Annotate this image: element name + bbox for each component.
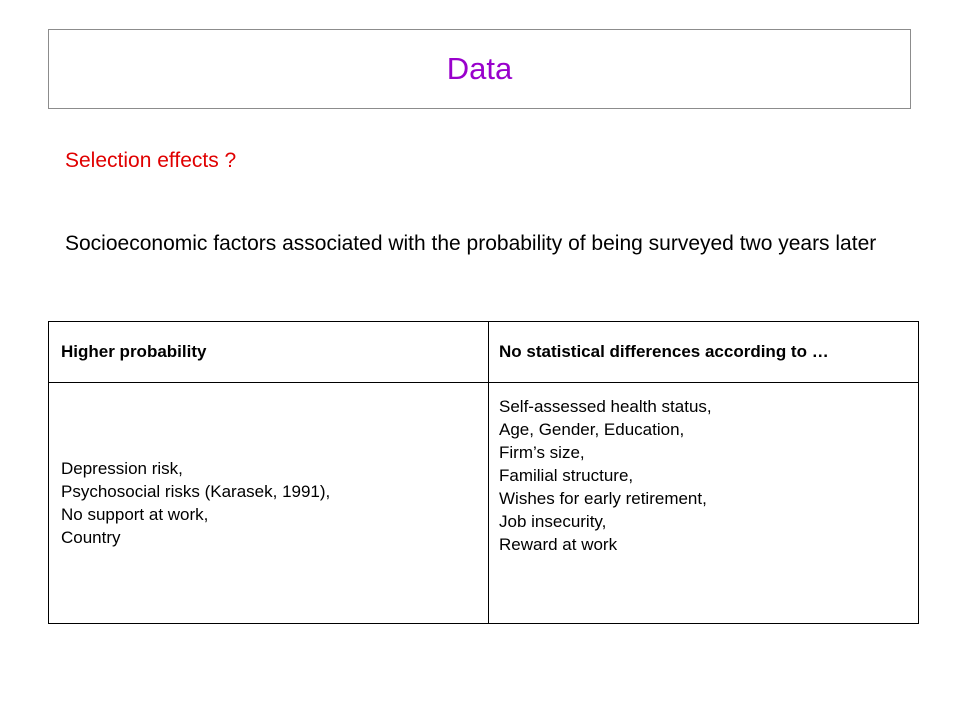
list-item: Self-assessed health status,	[499, 397, 712, 416]
list-item: Reward at work	[499, 535, 618, 554]
list-item: No support at work,	[61, 505, 209, 524]
body-paragraph: Socioeconomic factors associated with the probability of being surveyed two years later	[65, 232, 877, 255]
table-row	[49, 383, 919, 624]
subtitle: Selection effects ?	[65, 149, 237, 172]
data-table	[48, 321, 919, 624]
list-item: Job insecurity,	[499, 512, 607, 531]
table-header-row	[49, 322, 919, 383]
list-item: Age, Gender, Education,	[499, 420, 685, 439]
list-item: Firm’s size,	[499, 443, 585, 462]
list-item: Country	[61, 528, 121, 547]
slide-title: Data	[446, 51, 513, 86]
list-item: Depression risk,	[61, 459, 183, 478]
cell-no-differences	[489, 383, 919, 624]
list-item: Wishes for early retirement,	[499, 489, 707, 508]
header-no-differences: No statistical differences according to …	[489, 322, 919, 383]
title-box	[48, 29, 911, 109]
list-item: Familial structure,	[499, 466, 634, 485]
cell-higher-probability	[49, 383, 489, 624]
list-item: Psychosocial risks (Karasek, 1991),	[61, 482, 331, 501]
header-higher-probability: Higher probability	[49, 322, 489, 383]
